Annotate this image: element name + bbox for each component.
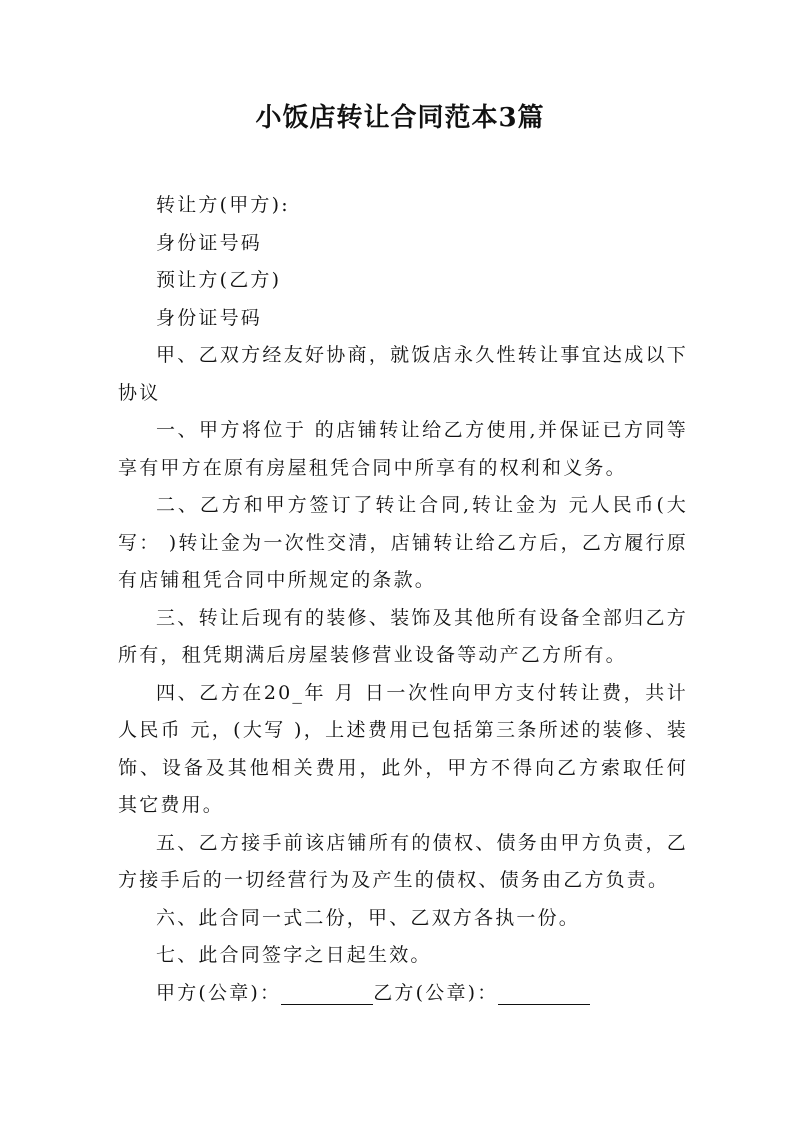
party-b-seal-label: 乙方(公章)： [373,981,499,1004]
paragraph-transferee: 预让方(乙方) [156,269,282,291]
party-a-seal-blank [281,980,373,1005]
signature-line [118,975,688,1013]
paragraph-clause-2: 二、乙方和甲方签订了转让合同,转让金为 元人民币(大写： )转让金为一次性交清，店铺转让给乙方后，乙方履行原有店铺租凭合同中所规定的条款。 [118,494,688,591]
document-title: 小饭店转让合同范本3篇 [255,103,545,133]
paragraph-clause-3: 三、转让后现有的装修、装饰及其他所有设备全部归乙方所有，租凭期满后房屋装修营业设备等动产乙方所有。 [118,606,688,666]
paragraph-preamble: 甲、乙双方经友好协商，就饭店永久性转让事宜达成以下协议 [118,344,688,404]
paragraph-clause-4: 四、乙方在20_年 月 日一次性向甲方支付转让费，共计人民币 元，(大写 )，上述费用已包括第三条所述的装修、装饰、设备及其他相关费用，此外，甲方不得向乙方索取任何其它费用。 [118,681,688,816]
paragraph-id-number-b: 身份证号码 [156,306,263,329]
party-a-seal-label: 甲方(公章)： [156,981,282,1004]
document-body [118,187,688,1012]
paragraph-clause-5: 五、乙方接手前该店铺所有的债权、债务由甲方负责，乙方接手后的一切经营行为及产生的债权、债务由乙方负责。 [118,831,688,891]
paragraph-clause-1: 一、甲方将位于 的店铺转让给乙方使用,并保证已方同等享有甲方在原有房屋租凭合同中所享有的权利和义务。 [118,419,688,479]
paragraph-clause-6: 六、此合同一式二份，甲、乙双方各执一份。 [156,906,581,929]
paragraph-clause-7: 七、此合同签字之日起生效。 [156,944,432,966]
paragraph-transferor: 转让方(甲方): [156,194,290,216]
paragraph-id-number-a: 身份证号码 [156,231,263,254]
party-b-seal-blank [498,980,590,1005]
